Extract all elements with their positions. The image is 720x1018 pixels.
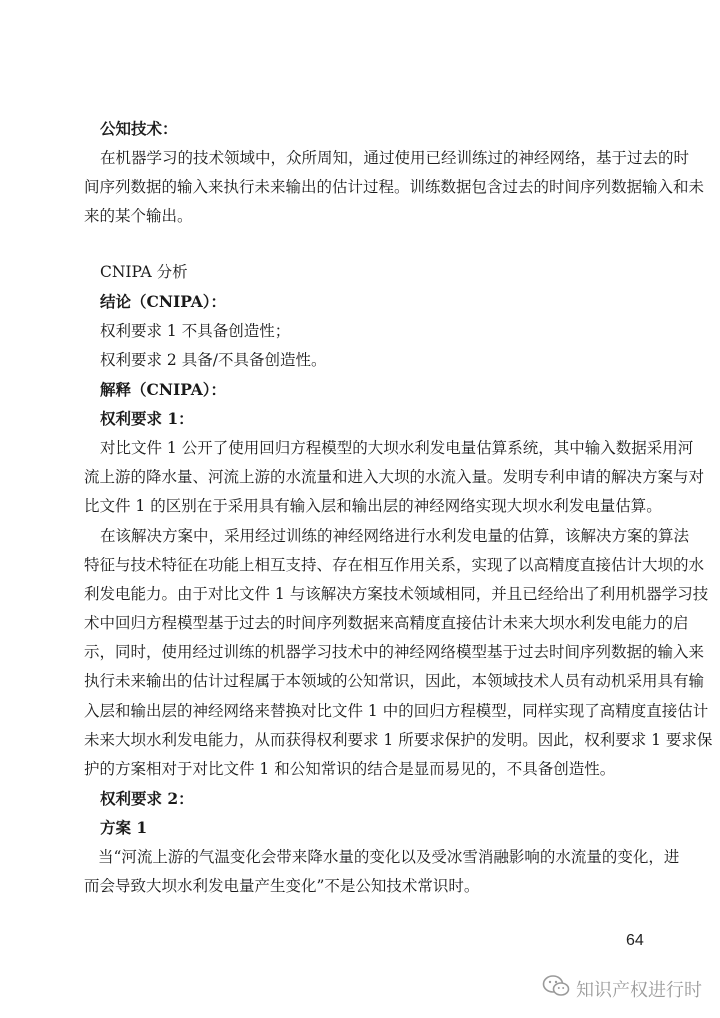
claim-1-para-2-line-4: 术中回归方程模型基于过去的时间序列数据来高精度直接估计未来大坝水利发电能力的启: [84, 614, 689, 632]
scheme-1-line-1: 当“河流上游的气温变化会带来降水量的变化以及受冰雪消融影响的水流量的变化，进: [98, 848, 680, 866]
watermark: [542, 974, 702, 1003]
conclusion-claim-2: 权利要求 2 具备/不具备创造性。: [100, 351, 327, 369]
conclusion-claim-1: 权利要求 1 不具备创造性；: [100, 322, 291, 340]
common-knowledge-line-1: 在机器学习的技术领域中，众所周知，通过使用已经训练过的神经网络，基于过去的时: [100, 149, 690, 167]
claim-1-para-1-line-3: 比文件 1 的区别在于采用具有输入层和输出层的神经网络实现大坝水利发电量估算。: [84, 497, 662, 515]
conclusion-heading: 结论（CNIPA）：: [100, 292, 227, 311]
wechat-icon: [542, 974, 570, 1003]
claim-2-heading: 权利要求 2：: [100, 789, 194, 808]
scheme-1-heading: 方案 1: [100, 818, 148, 837]
analysis-title: CNIPA 分析: [100, 263, 188, 281]
claim-1-para-2-line-9: 护的方案相对于对比文件 1 和公知常识的结合是显而易见的，不具备创造性。: [84, 760, 616, 778]
claim-1-para-2-line-5: 示，同时，使用经过训练的机器学习技术中的神经网络模型基于过去时间序列数据的输入来: [84, 643, 705, 661]
common-knowledge-line-3: 来的某个输出。: [84, 207, 193, 225]
claim-1-para-2-line-6: 执行未来输出的估计过程属于本领域的公知常识，因此，本领域技术人员有动机采用具有输: [84, 672, 705, 690]
claim-1-para-2-line-7: 入层和输出层的神经网络来替换对比文件 1 中的回归方程模型，同样实现了高精度直接估计: [84, 702, 709, 720]
watermark-text: 知识产权进行时: [576, 979, 702, 1001]
claim-1-para-2-line-2: 特征与技术特征在功能上相互支持、存在相互作用关系，实现了以高精度直接估计大坝的水: [84, 556, 705, 574]
page-number: 64: [626, 932, 644, 949]
claim-1-heading: 权利要求 1：: [100, 409, 194, 428]
common-knowledge-heading: 公知技术：: [100, 119, 178, 138]
claim-1-para-2-line-8: 未来大坝水利发电能力，从而获得权利要求 1 所要求保护的发明。因此，权利要求 1 要求保: [84, 731, 713, 749]
claim-1-para-2-line-1: 在该解决方案中，采用经过训练的神经网络进行水利发电量的估算，该解决方案的算法: [100, 527, 690, 545]
scheme-1-line-2: 而会导致大坝水利发电量产生变化”不是公知技术常识时。: [84, 877, 480, 895]
claim-1-para-1-line-1: 对比文件 1 公开了使用回归方程模型的大坝水利发电量估算系统，其中输入数据采用河: [100, 439, 694, 457]
explanation-heading: 解释（CNIPA）：: [100, 380, 227, 399]
claim-1-para-2-line-3: 利发电能力。由于对比文件 1 与该解决方案技术领域相同，并且已经给出了利用机器学习技: [84, 585, 709, 603]
common-knowledge-line-2: 间序列数据的输入来执行未来输出的估计过程。训练数据包含过去的时间序列数据输入和未: [84, 178, 705, 196]
claim-1-para-1-line-2: 流上游的降水量、河流上游的水流量和进入大坝的水流入量。发明专利申请的解决方案与对: [84, 468, 705, 486]
